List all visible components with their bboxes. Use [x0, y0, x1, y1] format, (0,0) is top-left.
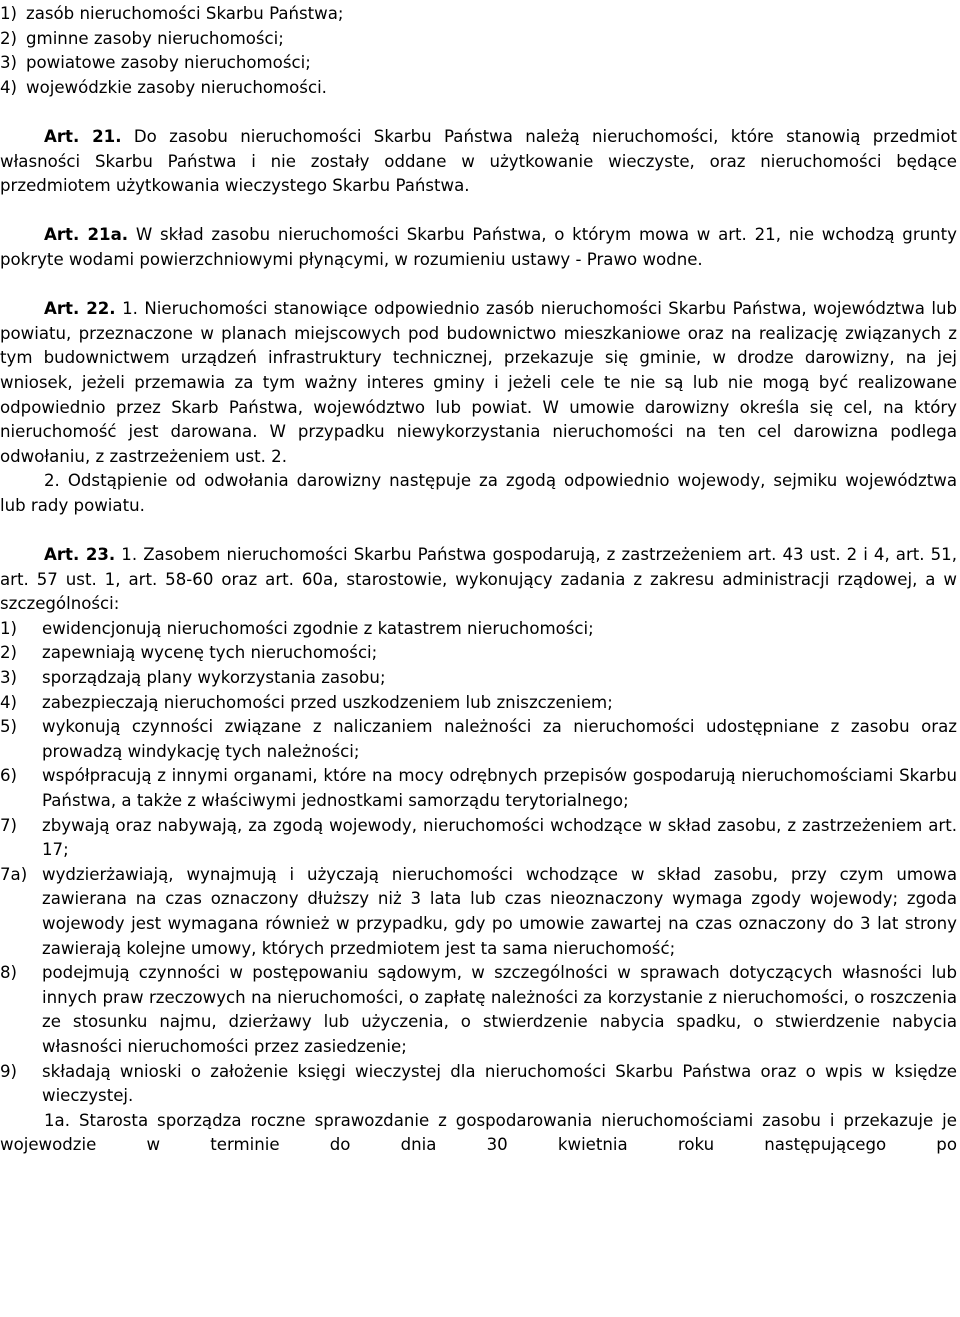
article-22-ust1-number: 1. — [122, 299, 138, 319]
list-item — [0, 691, 957, 716]
list-item-text: gminne zasoby nieruchomości; — [26, 28, 284, 48]
list-item-number: 8) — [0, 963, 18, 983]
document-page — [0, 2, 957, 1158]
list-item — [0, 51, 957, 76]
article-22-ust-2 — [0, 469, 957, 518]
list-item-text: wykonują czynności związane z naliczaniem należności za nieruchomości udostępniane z zasobu oraz prowadzą windykację tych należności; — [42, 717, 957, 761]
list-item-number: 7) — [0, 815, 18, 835]
article-23-list — [0, 617, 957, 1109]
list-item-number: 2) — [0, 643, 18, 663]
list-item — [0, 617, 957, 642]
list-item-number: 9) — [0, 1061, 18, 1081]
list-item-text: wydzierżawiają, wynajmują i użyczają nieruchomości wchodzące w skład zasobu, przy czym umowa zawierana na czas oznaczony dłuższy niż 3 lata lub czas nieoznaczony wymaga zgody wojewody; zgoda wojewody jest wymagana również w przypadku, gdy po umowie zawartej na czas oznaczony do 3 lat strony zawierają kolejne umowy, których przedmiotem jest ta sama nieruchomość; — [42, 864, 957, 958]
article-23-ust1a-text: Starosta sporządza roczne sprawozdanie z gospodarowania nieruchomościami zasobu i przekazuje je wojewodzie w terminie do dnia 30 kwietnia roku następującego po — [0, 1110, 957, 1155]
list-item-number: 3) — [0, 53, 18, 73]
article-23-ust-1 — [0, 543, 957, 617]
article-21-label: Art. 21. — [44, 126, 122, 146]
article-21a — [0, 223, 957, 272]
list-item — [0, 764, 957, 813]
article-23-label: Art. 23. — [44, 545, 116, 565]
list-item-number: 4) — [0, 77, 18, 97]
list-item — [0, 961, 957, 1059]
article-21a-label: Art. 21a. — [44, 225, 129, 245]
list-item-number: 2) — [0, 28, 18, 48]
list-item-text: podejmują czynności w postępowaniu sądowym, w szczególności w sprawach dotyczących własności lub innych praw rzeczowych na nieruchomości, o zapłatę należności za korzystanie z nieruchomości, o roszczenia ze stosunku najmu, dzierżawy lub użyczenia, o stwierdzenie nabycia spadku, o stwierdzenie nabycia własności nieruchomości przez zasiedzenie; — [42, 963, 957, 1056]
list-item — [0, 27, 957, 52]
list-item — [0, 863, 957, 961]
article-22-ust2-number: 2. — [44, 471, 60, 491]
list-item-number: 6) — [0, 766, 18, 786]
article-21a-text: W skład zasobu nieruchomości Skarbu Państwa, o którym mowa w art. 21, nie wchodzą grunty pokryte wodami powierzchniowymi płynącymi, w rozumieniu ustawy - Prawo wodne. — [0, 225, 958, 269]
article-22-ust-1 — [0, 297, 957, 469]
list-item-text: składają wnioski o założenie księgi wieczystej dla nieruchomości Skarbu Państwa oraz o wpis w księdze wieczystej. — [42, 1061, 957, 1106]
list-item — [0, 2, 957, 27]
list-item-number: 4) — [0, 692, 18, 712]
article-22-ust2-text: Odstąpienie od odwołania darowizny następuje za zgodą odpowiednio wojewody, sejmiku województwa lub rady powiatu. — [0, 471, 957, 515]
list-item — [0, 715, 957, 764]
list-item-text: zapewniają wycenę tych nieruchomości; — [42, 643, 378, 663]
list-item — [0, 666, 957, 691]
article-23-ust1-text: Zasobem nieruchomości Skarbu Państwa gospodarują, z zastrzeżeniem art. 43 ust. 2 i 4, art. 51, art. 57 ust. 1, art. 58-60 oraz art. 60a, starostowie, wykonujący zadania z zakresu administracji rządowej, a w szczególności: — [0, 545, 958, 614]
list-item-number: 7a) — [0, 864, 28, 884]
list-item-text: sporządzają plany wykorzystania zasobu; — [42, 668, 386, 688]
list-item-number: 1) — [0, 4, 18, 23]
article-22-label: Art. 22. — [44, 299, 116, 319]
list-item-text: ewidencjonują nieruchomości zgodnie z katastrem nieruchomości; — [42, 618, 594, 638]
article-23-ust1-number: 1. — [121, 545, 138, 565]
list-item-number: 1) — [0, 618, 18, 638]
article-22-ust1-text: Nieruchomości stanowiące odpowiednio zasób nieruchomości Skarbu Państwa, województwa lub powiatu, przeznaczone w planach miejscowych pod budownictwo mieszkaniowe oraz na realizację związanych z tym budownictwem urządzeń infrastruktury technicznej, przekazuje się gminie, w drodze darowizny, na jej wniosek, jeżeli przemawia za tym ważny interes gminy i jeżeli cele te nie są lub nie mogą być realizowane odpowiednio przez Skarb Państwa, województwo lub powiat. W umowie darowizny określa się cel, na który nieruchomość jest darowana. W przypadku niewykorzystania nieruchomości na ten cel darowizna podlega odwołaniu, z zastrzeżeniem ust. 2. — [0, 299, 957, 466]
article-23-ust-1a — [0, 1109, 957, 1158]
list-item-text: zasób nieruchomości Skarbu Państwa; — [26, 4, 344, 23]
list-item-text: powiatowe zasoby nieruchomości; — [26, 53, 311, 73]
list-item-number: 3) — [0, 668, 18, 688]
list-item — [0, 1060, 957, 1109]
list-item-text: wojewódzkie zasoby nieruchomości. — [26, 77, 327, 97]
list-item — [0, 814, 957, 863]
top-list — [0, 2, 957, 100]
article-21-text: Do zasobu nieruchomości Skarbu Państwa należą nieruchomości, które stanowią przedmiot własności Skarbu Państwa i nie zostały oddane w użytkowanie wieczyste, oraz nieruchomości będące przedmiotem użytkowania wieczystego Skarbu Państwa. — [0, 126, 958, 196]
article-23-ust1a-number: 1a. — [44, 1110, 71, 1130]
article-21 — [0, 125, 957, 199]
list-item — [0, 76, 957, 101]
list-item-text: zbywają oraz nabywają, za zgodą wojewody, nieruchomości wchodzące w skład zasobu, z zastrzeżeniem art. 17; — [42, 815, 957, 860]
list-item — [0, 641, 957, 666]
list-item-number: 5) — [0, 717, 18, 737]
list-item-text: współpracują z innymi organami, które na mocy odrębnych przepisów gospodarują nieruchomościami Skarbu Państwa, a także z właściwymi jednostkami samorządu terytorialnego; — [42, 766, 957, 810]
list-item-text: zabezpieczają nieruchomości przed uszkodzeniem lub zniszczeniem; — [42, 692, 613, 712]
